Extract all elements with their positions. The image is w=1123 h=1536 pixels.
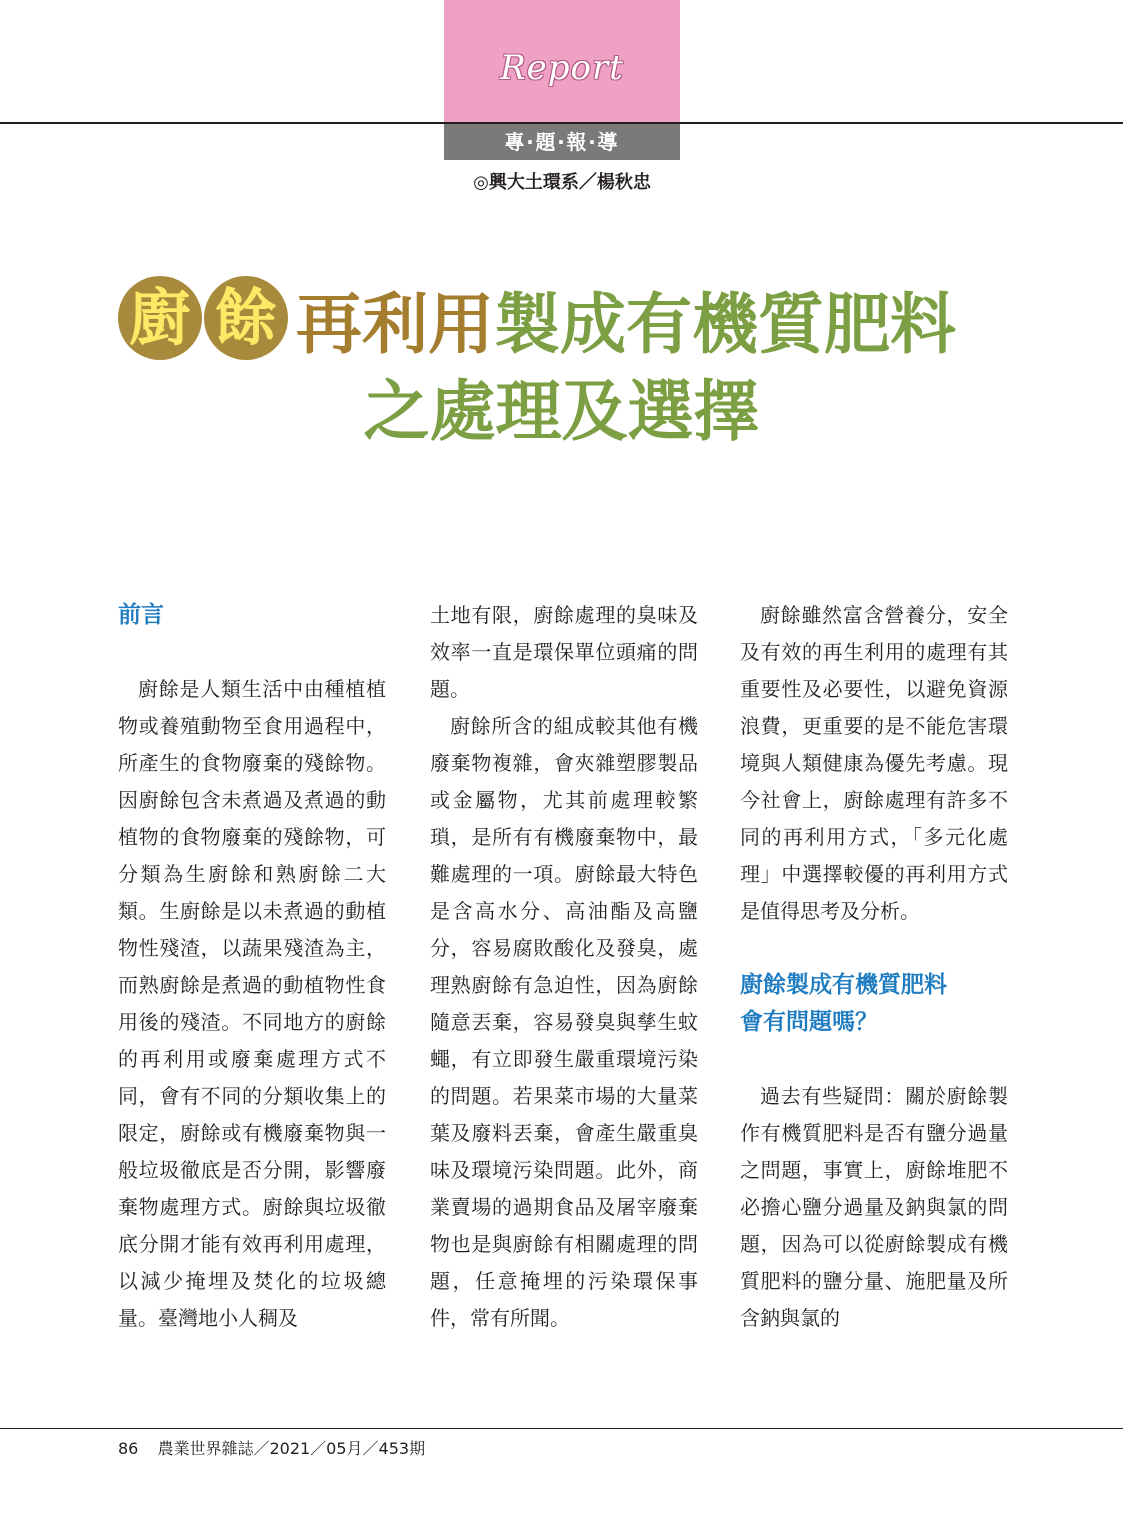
- author-byline: ◎興大土環系／楊秋忠: [473, 172, 651, 193]
- spacer: [740, 930, 1008, 967]
- spacer: [740, 1041, 1008, 1078]
- report-banner: [444, 0, 680, 123]
- section-heading-problem-line2: 會有問題嗎？: [740, 1009, 878, 1035]
- footer-rule: [0, 1428, 1123, 1429]
- title-badge-1: 廚: [118, 276, 202, 360]
- paragraph: 廚餘所含的組成較其他有機廢棄物複雜，會夾雜塑膠製品或金屬物，尤其前處理較繁瑣，是所有有機廢棄物中，最難處理的一項。廚餘最大特色是含高水分、高油酯及高鹽分，容易腐敗酸化及發臭，處理熟廚餘有急迫性，因為廚餘隨意丟棄，容易發臭與孳生蚊蠅，有立即發生嚴重環境污染的問題。若果菜市場的大量菜葉及廢料丟棄，會產生嚴重臭味及環境污染問題。此外，商業賣場的過期食品及屠宰廢棄物也是與廚餘有相關處理的問題，任意掩埋的污染環保事件，常有所聞。: [430, 714, 698, 1330]
- column-2: [430, 597, 698, 1337]
- section-heading-intro: 前言: [118, 602, 164, 628]
- footer: [118, 1436, 425, 1459]
- column-1: [118, 597, 386, 1337]
- section-label: 專‧題‧報‧導: [444, 124, 680, 160]
- paragraph: 土地有限，廚餘處理的臭味及效率一直是環保單位頭痛的問題。: [430, 603, 698, 701]
- magazine-issue: 農業世界雜誌／2021／05月／453期: [157, 1439, 426, 1458]
- title-part-green: 製成有機質肥料: [494, 284, 956, 363]
- spacer: [118, 634, 386, 671]
- page-number: 86: [118, 1439, 139, 1458]
- title-badge-2: 餘: [204, 276, 288, 360]
- column-3: [740, 597, 1008, 1337]
- title-part-brown: 再利用: [296, 284, 494, 363]
- report-logo-text: Report: [500, 48, 624, 88]
- title-line-1: [118, 268, 1018, 368]
- paragraph: 過去有些疑問：關於廚餘製作有機質肥料是否有鹽分過量之問題，事實上，廚餘堆肥不必擔心鹽分過量及鈉與氯的問題，因為可以從廚餘製成有機質肥料的鹽分量、施肥量及所含鈉與氯的: [740, 1084, 1008, 1330]
- paragraph: 廚餘是人類生活中由種植植物或養殖動物至食用過程中，所產生的食物廢棄的殘餘物。因廚餘包含未煮過及煮過的動植物的食物廢棄的殘餘物，可分類為生廚餘和熟廚餘二大類。生廚餘是以未煮過的動植物性殘渣，以蔬果殘渣為主，而熟廚餘是煮過的動植物性食用後的殘渣。不同地方的廚餘的再利用或廢棄處理方式不同，會有不同的分類收集上的限定，廚餘或有機廢棄物與一般垃圾徹底是否分開，影響廢棄物處理方式。廚餘與垃圾徹底分開才能有效再利用處理，以減少掩埋及焚化的垃圾總量。臺灣地小人稠及: [118, 677, 386, 1330]
- paragraph: 廚餘雖然富含營養分，安全及有效的再生利用的處理有其重要性及必要性，以避免資源浪費，更重要的是不能危害環境與人類健康為優先考慮。現今社會上，廚餘處理有許多不同的再利用方式，「多元化處理」中選擇較優的再利用方式是值得思考及分析。: [740, 603, 1008, 923]
- title-line-2: 之處理及選擇: [363, 372, 760, 450]
- section-heading-problem-line1: 廚餘製成有機質肥料: [740, 972, 947, 998]
